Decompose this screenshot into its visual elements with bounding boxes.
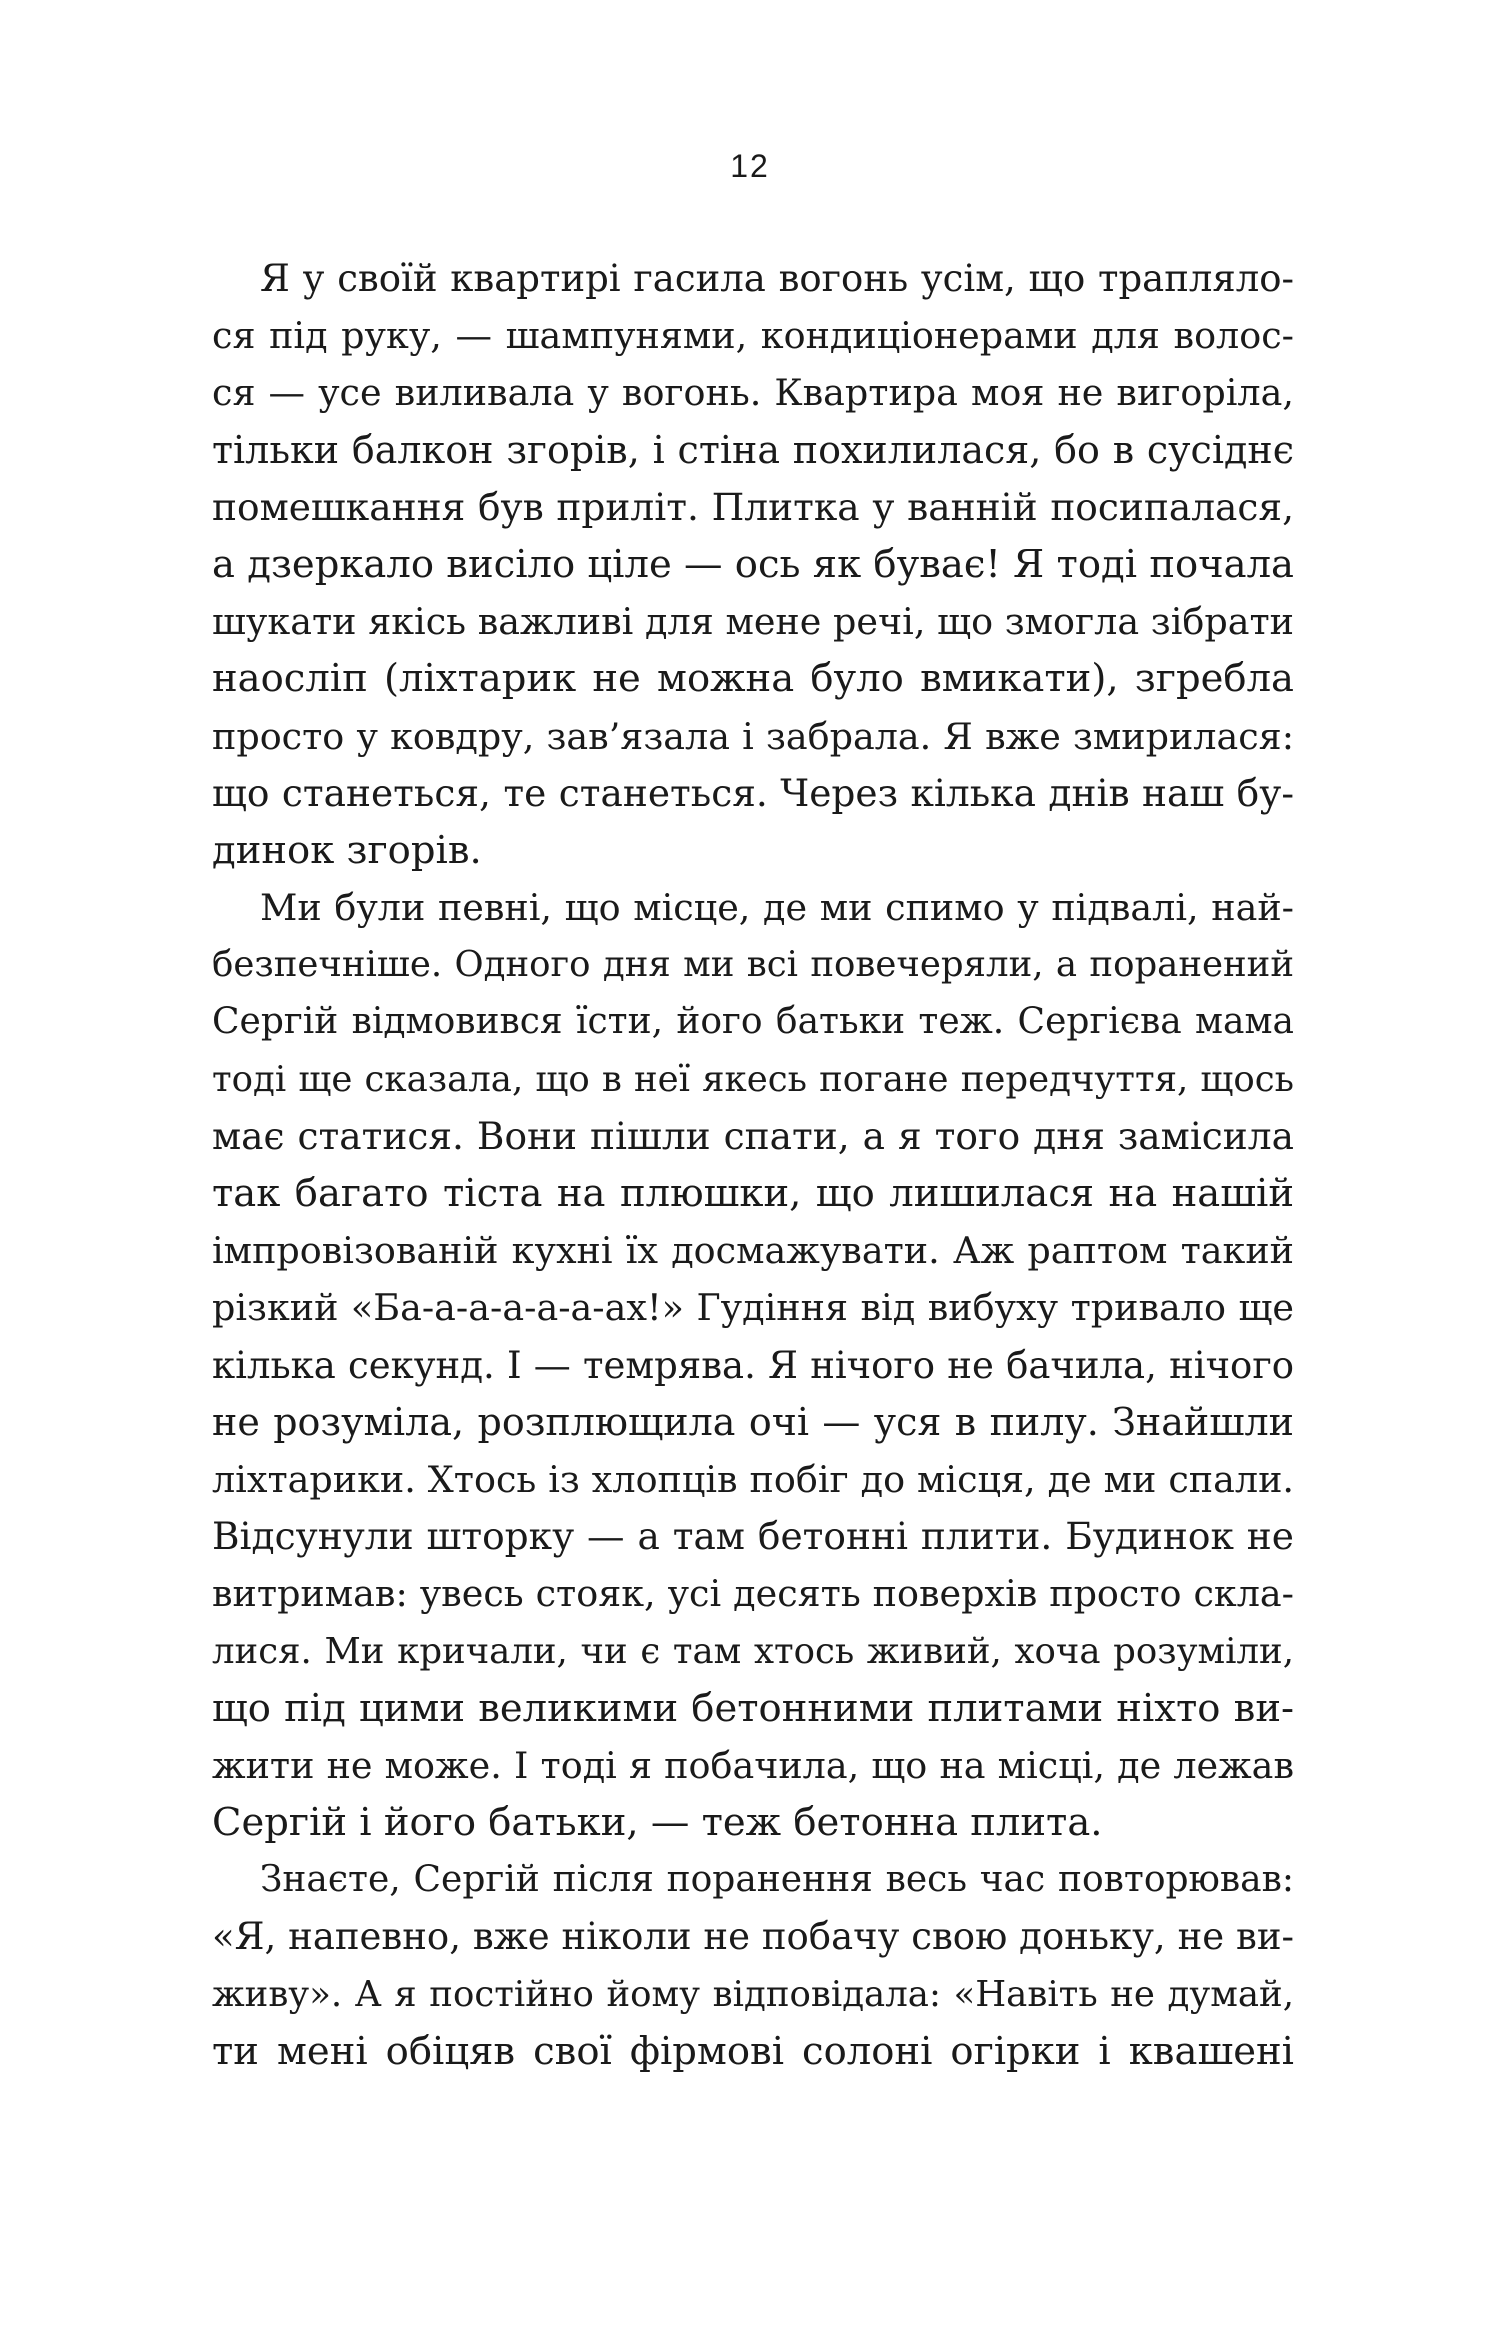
text-line: Сергій і його батьки, — теж бетонна плита. bbox=[212, 1800, 1103, 1846]
text-line: що станеться, те станеться. Через кілька днів наш бу- bbox=[212, 770, 1294, 815]
text-line: Я у своїй квартирі гасила вогонь усім, що трапляло- bbox=[260, 257, 1294, 300]
text-line: не розуміла, розплющила очі — уся в пилу. Знайшли bbox=[212, 1399, 1294, 1444]
text-line: що під цими великими бетонними плитами ніхто ви- bbox=[212, 1685, 1294, 1731]
text-line: помешкання був приліт. Плитка у ванній посипалася, bbox=[212, 484, 1294, 529]
page-number: 12 bbox=[730, 148, 770, 184]
text-line: імпровізованій кухні їх досмажувати. Аж раптом такий bbox=[212, 1229, 1294, 1273]
text-line: Сергій відмовився їсти, його батьки теж. Сергієва мама bbox=[212, 1001, 1294, 1043]
text-line: шукати якісь важливі для мене речі, що змогла зібрати bbox=[212, 600, 1294, 644]
text-line: наосліп (ліхтарик не можна було вмикати), згребла bbox=[212, 656, 1294, 702]
text-line: тільки балкон згорів, і стіна похилилася, бо в сусіднє bbox=[212, 427, 1294, 472]
text-line: витримав: увесь стояк, усі десять поверхів просто скла- bbox=[212, 1572, 1294, 1616]
text-line: жити не може. І тоді я побачила, що на місці, де лежав bbox=[212, 1743, 1294, 1787]
text-line: а дзеркало висіло ціле — ось як буває! Я тоді почала bbox=[212, 541, 1294, 587]
text-line: ся — усе виливала у вогонь. Квартира моя не вигоріла, bbox=[212, 371, 1294, 415]
text-line: ліхтарики. Хтось із хлопців побіг до місця, де ми спали. bbox=[212, 1457, 1294, 1501]
text-line: кілька секунд. І — темрява. Я нічого не бачила, нічого bbox=[212, 1343, 1294, 1387]
text-line: має статися. Вони пішли спати, а я того дня замісила bbox=[212, 1113, 1294, 1158]
text-line: різкий «Ба-а-а-а-а-а-ах!» Гудіння від вибуху тривало ще bbox=[212, 1286, 1294, 1330]
text-line: Відсунули шторку — а там бетонні плити. Будинок не bbox=[212, 1514, 1294, 1559]
text-line: так багато тіста на плюшки, що лишилася на нашій bbox=[212, 1171, 1294, 1216]
text-line: «Я, напевно, вже ніколи не побачу свою доньку, не ви- bbox=[212, 1915, 1294, 1959]
text-line: просто у ковдру, зав’язала і забрала. Я вже змирилася: bbox=[212, 714, 1294, 758]
body-text bbox=[212, 250, 1294, 2080]
text-line: ся під руку, — шампунями, кондиціонерами для волос- bbox=[212, 314, 1294, 358]
text-line: безпечніше. Одного дня ми всі повечеряли, а поранений bbox=[212, 944, 1294, 986]
text-line: живу». А я постійно йому відповідала: «Навіть не думай, bbox=[212, 1973, 1294, 2015]
text-line: динок згорів. bbox=[212, 827, 482, 873]
text-line: Знаєте, Сергій після поранення весь час повторював: bbox=[260, 1859, 1294, 1901]
text-line: ти мені обіцяв свої фірмові солоні огірки і квашені bbox=[212, 2028, 1294, 2074]
text-line: Ми були певні, що місце, де ми спимо у підвалі, най- bbox=[260, 886, 1294, 930]
text-line: лися. Ми кричали, чи є там хтось живий, хоча розуміли, bbox=[212, 1630, 1294, 1672]
text-line: тоді ще сказала, що в неї якесь погане передчуття, щось bbox=[212, 1058, 1294, 1100]
